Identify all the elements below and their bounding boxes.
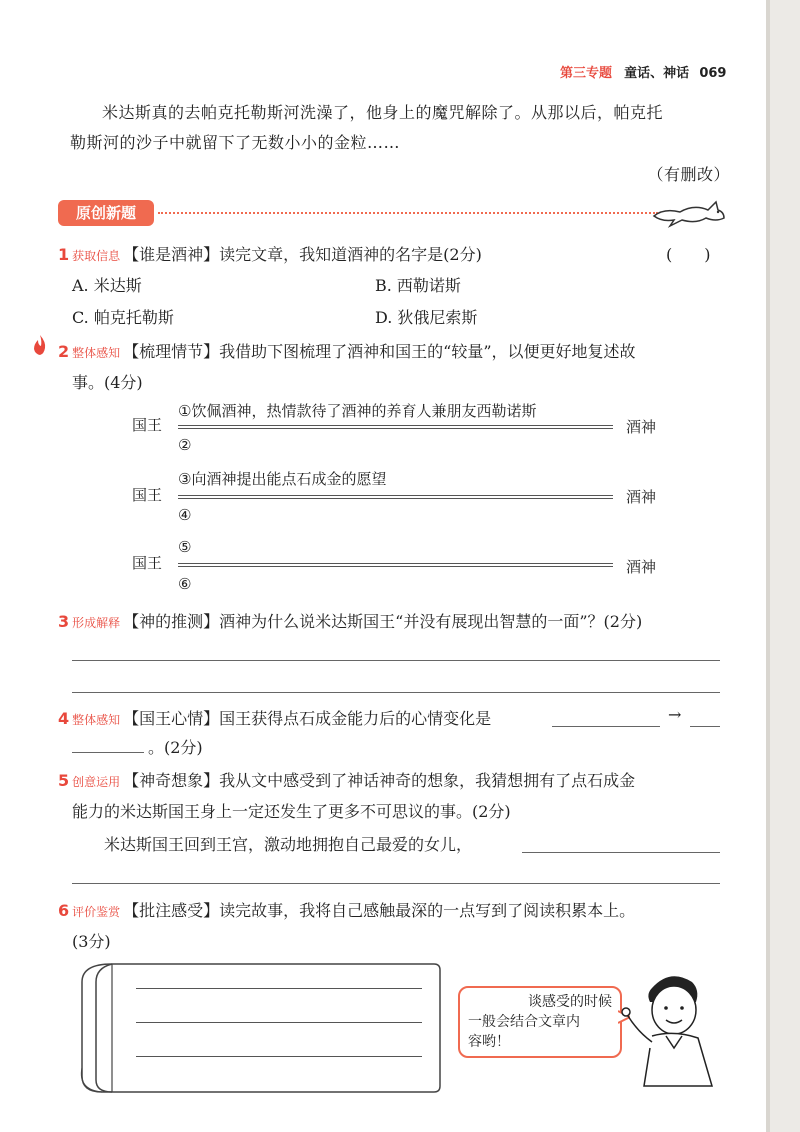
q4-text: 【国王心情】国王获得点石成金能力后的心情变化是: [123, 709, 492, 728]
boy-avatar: [620, 968, 730, 1088]
notebook-line-3[interactable]: [136, 1056, 422, 1057]
page-edge-shadow: [766, 0, 770, 1132]
q1-tag: 获取信息: [72, 249, 121, 263]
page-edge: [770, 0, 800, 1132]
q1-option-c[interactable]: C. 帕克托勒斯: [72, 308, 174, 327]
q1-number: 1: [58, 245, 70, 264]
q1-option-b[interactable]: B. 西勒诺斯: [375, 276, 461, 295]
q6-tag: 评价鉴赏: [72, 905, 121, 919]
q2-number: 2: [58, 342, 70, 361]
tip-line-3: 容哟！: [468, 1034, 510, 1050]
passage-source: （有删改）: [647, 165, 730, 184]
question-1: [58, 240, 738, 271]
q4-blank-1[interactable]: [552, 726, 660, 727]
cat-icon: [650, 194, 730, 230]
diagram-arrow-3b: [178, 566, 613, 567]
notebook-icon: [74, 958, 444, 1098]
q5-number: 5: [58, 771, 70, 790]
diagram-step-2: ②: [178, 436, 192, 454]
diagram-arrow-2b: [178, 498, 613, 499]
q2-text: 【梳理情节】我借助下图梳理了酒神和国王的“较量”，以便更好地复述故: [123, 342, 636, 361]
diagram-god-2: 酒神: [626, 488, 657, 506]
q5-answer-line-2[interactable]: [72, 883, 720, 884]
q6-number: 6: [58, 901, 70, 920]
dotted-divider: [158, 212, 658, 214]
tip-bubble: [458, 986, 622, 1058]
diagram-arrow-3a: [178, 563, 613, 564]
q4-number: 4: [58, 709, 70, 728]
q4-tag: 整体感知: [72, 713, 121, 727]
page-number: 069: [699, 66, 727, 81]
q5-prompt: 米达斯国王回到王宫，激动地拥抱自己最爱的女儿，: [104, 835, 473, 854]
q5-text: 【神奇想象】我从文中感受到了神话神奇的想象，我猜想拥有了点石成金: [123, 771, 636, 790]
tip-line-2: 一般会结合文章内: [468, 1014, 580, 1030]
q3-number: 3: [58, 612, 70, 631]
q1-option-d[interactable]: D. 狄俄尼索斯: [375, 308, 478, 327]
diagram-step-4: ④: [178, 506, 192, 524]
diagram-king-2: 国王: [132, 486, 163, 504]
passage-line-1: 米达斯真的去帕克托勒斯河洗澡了，他身上的魔咒解除了。从那以后，帕克托: [102, 103, 664, 122]
q6-text-cont: (3分): [72, 932, 111, 951]
q3-answer-line-2[interactable]: [72, 692, 720, 693]
q1-text: 【谁是酒神】读完文章，我知道酒神的名字是(2分): [123, 245, 482, 264]
q5-answer-line-1[interactable]: [522, 852, 720, 853]
section-label: 第三专题: [560, 66, 613, 81]
q2-tag: 整体感知: [72, 346, 121, 360]
question-5: [58, 766, 738, 797]
question-4: [58, 704, 738, 735]
subject-label: 童话、神话: [624, 66, 690, 81]
q5-text-cont: 能力的米达斯国王身上一定还发生了更多不可思议的事。(2分): [72, 802, 511, 821]
section-badge: 原创新题: [58, 200, 154, 226]
page-header: [560, 62, 726, 81]
diagram-king-1: 国王: [132, 416, 163, 434]
q2-text-cont: 事。(4分): [72, 373, 143, 392]
q3-tag: 形成解释: [72, 616, 121, 630]
notebook-line-2[interactable]: [136, 1022, 422, 1023]
q3-answer-line-1[interactable]: [72, 660, 720, 661]
diagram-arrow-1b: [178, 428, 613, 429]
question-6: [58, 896, 738, 927]
q4-blank-2a[interactable]: [690, 726, 720, 727]
diagram-step-1: ①饮佩酒神，热情款待了酒神的养育人兼朋友西勒诺斯: [178, 402, 537, 420]
q4-end: 。(2分): [148, 738, 203, 757]
diagram-step-5: ⑤: [178, 538, 192, 556]
diagram-arrow-1a: [178, 425, 613, 426]
diagram-step-6: ⑥: [178, 575, 192, 593]
diagram-arrow-2a: [178, 495, 613, 496]
question-3: [58, 607, 738, 638]
tip-line-1: 谈感受的时候: [528, 994, 612, 1010]
q1-option-a[interactable]: A. 米达斯: [72, 276, 142, 295]
diagram-god-3: 酒神: [626, 558, 657, 576]
flame-icon: [30, 334, 50, 356]
diagram-king-3: 国王: [132, 554, 163, 572]
q3-text: 【神的推测】酒神为什么说米达斯国王“并没有展现出智慧的一面”？(2分): [123, 612, 643, 631]
diagram-god-1: 酒神: [626, 418, 657, 436]
diagram-step-3: ③向酒神提出能点石成金的愿望: [178, 470, 387, 488]
notebook-line-1[interactable]: [136, 988, 422, 989]
q1-answer-bracket[interactable]: ( ): [666, 245, 711, 264]
q5-tag: 创意运用: [72, 775, 121, 789]
passage-line-2: 勒斯河的沙子中就留下了无数小小的金粒……: [70, 133, 401, 152]
q4-blank-2b[interactable]: [72, 752, 144, 753]
question-2: [58, 337, 738, 368]
q6-text: 【批注感受】读完故事，我将自己感触最深的一点写到了阅读积累本上。: [123, 901, 636, 920]
q4-arrow: →: [668, 705, 682, 724]
